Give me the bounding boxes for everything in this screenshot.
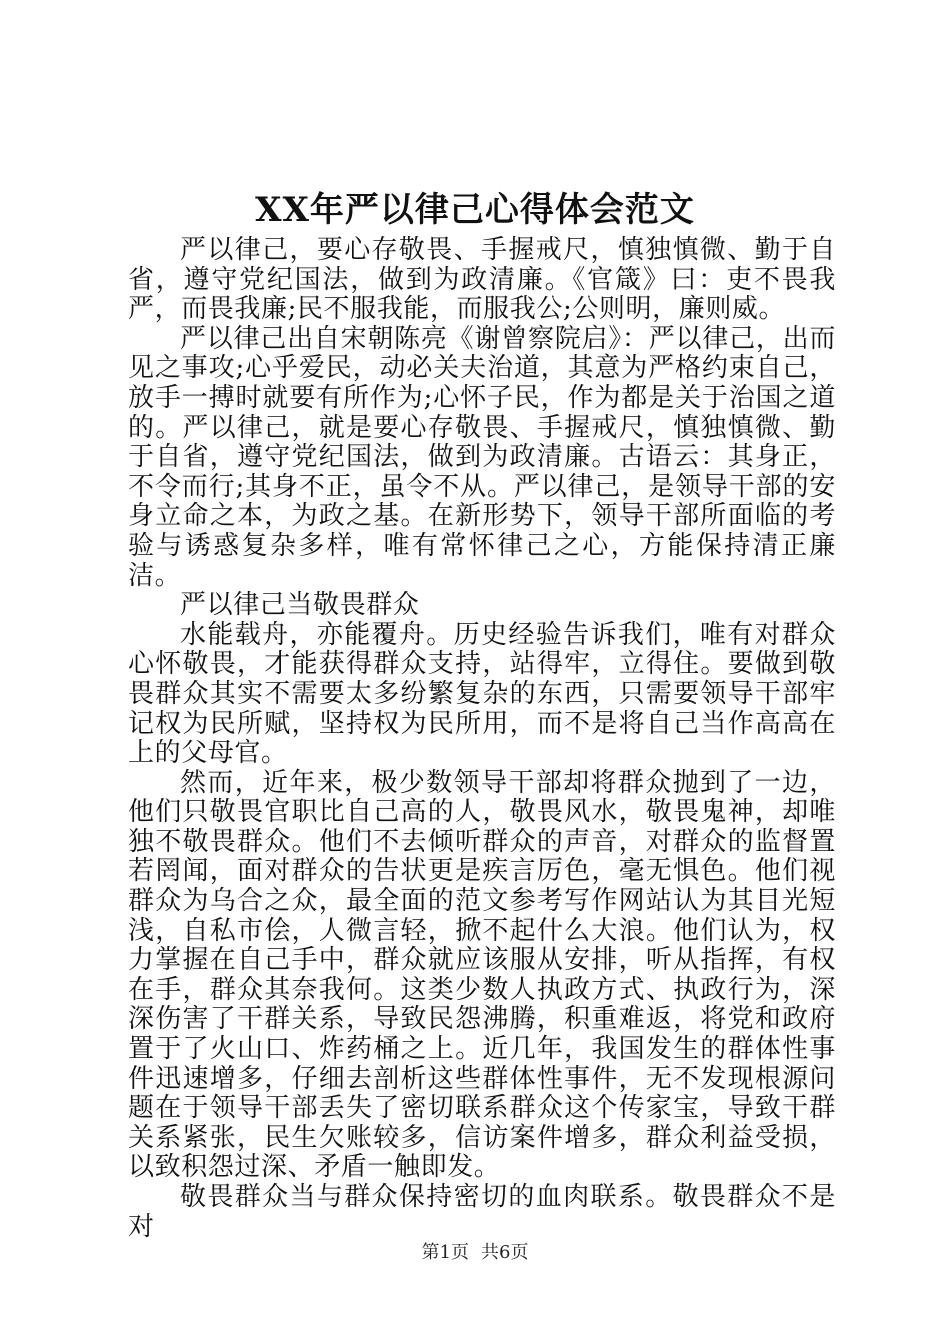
page-footer [0,1240,950,1266]
paragraph-water: 水能载舟，亦能覆舟。历史经验告诉我们，唯有对群众心怀敬畏，才能获得群众支持，站得牢，立得住。要做到敬畏群众其实不需要太多纷繁复杂的东西，只需要领导干部牢记权为民所赋，坚持权为民所用，而不是将自己当作高高在上的父母官。 [128,619,836,769]
paragraph-origin: 严以律己出自宋朝陈亮《谢曾察院启》：严以律己，出而见之事攻;心乎爱民，动必关夫治道，其意为严格约束自己，放手一搏时就要有所作为;心怀子民，作为都是关于治国之道的。严以律己，就是要心存敬畏、手握戒尺，慎独慎微、勤于自省，遵守党纪国法，做到为政清廉。古语云：其身正，不令而行;其身不正，虽令不从。严以律己，是领导干部的安身立命之本，为政之基。在新形势下，领导干部所面临的考验与诱惑复杂多样，唯有常怀律己之心，方能保持清正廉洁。 [128,323,836,591]
document-body [128,236,836,1242]
paragraph-closing: 敬畏群众当与群众保持密切的血肉联系。敬畏群众不是对 [128,1182,836,1242]
document-title: XX年严以律己心得体会范文 [255,190,695,230]
section-heading: 严以律己当敬畏群众 [180,590,420,621]
paragraph-intro: 严以律己，要心存敬畏、手握戒尺，慎独慎微、勤于自省，遵守党纪国法，做到为政清廉。《官箴》曰：吏不畏我严，而畏我廉;民不服我能，而服我公;公则明，廉则威。 [128,235,836,325]
paragraph-however: 然而，近年来，极少数领导干部却将群众抛到了一边，他们只敬畏官职比自己高的人，敬畏风水，敬畏鬼神，却唯独不敬畏群众。他们不去倾听群众的声音，对群众的监督置若罔闻，面对群众的告状更是疾言厉色，毫无惧色。他们视群众为乌合之众，最全面的范文参考写作网站认为其目光短浅，自私市侩，人微言轻，掀不起什么大浪。他们认为，权力掌握在自己手中，群众就应该服从安排，听从指挥，有权在手，群众其奈我何。这类少数人执政方式、执政行为，深深伤害了干群关系，导致民怨沸腾，积重难返，将党和政府置于了火山口、炸药桶之上。近几年，我国发生的群体性事件迅速增多，仔细去剖析这些群体性事件，无不发现根源问题在于领导干部丢失了密切联系群众这个传家宝，导致干群关系紧张，民生欠账较多，信访案件增多，群众利益受损，以致积怨过深、矛盾一触即发。 [128,767,836,1183]
page-total: 共6页 [481,1242,529,1263]
page-number: 第1页 [421,1242,469,1263]
